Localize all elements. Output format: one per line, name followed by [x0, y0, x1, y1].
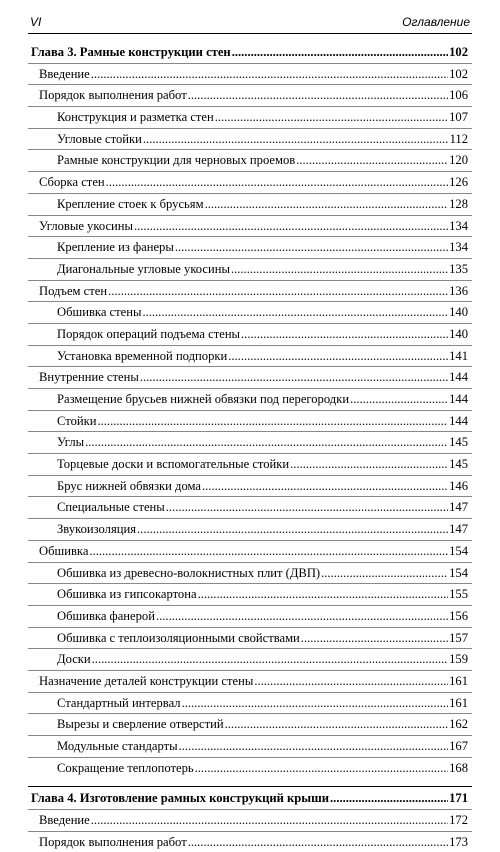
toc-leader-dots	[137, 519, 448, 540]
toc-leader-dots	[140, 367, 448, 388]
toc-entry-title: Глава 3. Рамные конструкции стен	[31, 45, 231, 59]
toc-entry-page: 159	[449, 652, 468, 667]
toc-section[interactable]	[28, 84, 472, 106]
toc-entry-page: 167	[449, 739, 468, 753]
toc-entry-page: 146	[449, 478, 468, 493]
toc-entry-page: 134	[449, 218, 468, 233]
toc-subsection[interactable]	[28, 258, 472, 280]
toc-leader-dots	[182, 693, 449, 714]
toc-subsection[interactable]	[28, 627, 472, 649]
toc-entry-title: Порядок операций подъема стены	[57, 326, 241, 341]
toc-subsection[interactable]	[28, 735, 472, 757]
toc-subsection[interactable]	[28, 323, 472, 345]
toc-entry-title: Обшивка с теплоизоляционными свойствами	[57, 630, 300, 645]
toc-entry-title: Угловые укосины	[39, 218, 133, 233]
toc-section[interactable]	[28, 280, 472, 302]
toc-entry-page: 157	[449, 630, 468, 645]
toc-entry-title: Угловые стойки	[57, 131, 142, 146]
toc-entry-page: 134	[449, 240, 468, 255]
toc-entry-title: Брус нижней обвязки дома	[57, 478, 201, 493]
toc-subsection[interactable]	[28, 106, 472, 128]
toc-entry-title: Подъем стен	[39, 283, 108, 298]
toc-section[interactable]	[28, 366, 472, 388]
toc-entry-page: 128	[449, 196, 468, 211]
toc-leader-dots	[188, 832, 448, 852]
toc-entry-title: Диагональные угловые укосины	[57, 261, 230, 276]
toc-chapter[interactable]	[28, 42, 472, 63]
toc-entry-page: 168	[449, 760, 468, 775]
toc-entry-page: 161	[449, 695, 468, 710]
toc-entry-page: 154	[449, 565, 468, 580]
toc-leader-dots	[350, 389, 448, 410]
toc-subsection[interactable]	[28, 475, 472, 497]
toc-entry-page: 107	[449, 110, 468, 125]
toc-subsection[interactable]	[28, 562, 472, 584]
toc-entry-page: 162	[449, 717, 468, 732]
toc-entry-page: 147	[449, 522, 468, 537]
toc-subsection[interactable]	[28, 345, 472, 367]
toc-entry-page: 141	[449, 348, 468, 363]
toc-leader-dots	[156, 606, 448, 627]
toc-entry-title: Размещение брусьев нижней обвязки под перегородки	[57, 392, 350, 406]
toc-entry-page: 173	[449, 834, 468, 849]
toc-section[interactable]	[28, 670, 472, 692]
toc-entry-page: 156	[449, 608, 468, 623]
toc-entry-page: 120	[449, 153, 468, 168]
toc-entry-title: Глава 4. Изготовление рамных конструкций крыши	[31, 791, 330, 806]
toc-entry-title: Порядок выполнения работ	[39, 834, 187, 849]
toc-leader-dots	[205, 194, 449, 215]
toc-entry-title: Обшивка	[39, 543, 89, 558]
toc-entry-page: 112	[449, 131, 468, 146]
toc-entry-page: 144	[449, 370, 468, 385]
toc-entry-page: 171	[449, 791, 468, 806]
toc-leader-dots	[179, 736, 449, 757]
toc-subsection[interactable]	[28, 301, 472, 323]
toc-leader-dots	[330, 788, 448, 809]
toc-entry-title: Крепление стоек к брусьям	[57, 196, 204, 211]
table-of-contents	[28, 42, 472, 852]
toc-leader-dots	[228, 346, 448, 367]
toc-entry-page: 145	[449, 435, 468, 450]
toc-section[interactable]	[28, 215, 472, 237]
toc-entry-page: 140	[449, 326, 468, 341]
toc-entry-page: 136	[449, 283, 468, 298]
toc-entry-title: Обшивка фанерой	[57, 608, 155, 623]
toc-entry-title: Обшивка стены	[57, 305, 142, 320]
toc-subsection[interactable]	[28, 648, 472, 670]
toc-leader-dots	[195, 758, 448, 779]
toc-entry-page: 172	[449, 813, 468, 828]
toc-subsection[interactable]	[28, 236, 472, 258]
toc-leader-dots	[188, 85, 448, 106]
toc-section[interactable]	[28, 63, 472, 85]
toc-subsection[interactable]	[28, 757, 472, 779]
toc-entry-title: Конструкция и разметка стен	[57, 110, 214, 125]
toc-section[interactable]	[28, 540, 472, 562]
toc-entry-title: Торцевые доски и вспомогательные стойки	[57, 457, 290, 472]
toc-entry-title: Рамные конструкции для черновых проемов	[57, 153, 296, 168]
toc-entry-title: Доски	[57, 652, 91, 667]
toc-leader-dots	[85, 432, 448, 453]
toc-entry-page: 102	[449, 66, 468, 81]
toc-leader-dots	[91, 810, 448, 831]
toc-entry-title: Углы	[57, 435, 85, 450]
toc-subsection[interactable]	[28, 431, 472, 453]
toc-entry-page: 102	[449, 45, 468, 59]
toc-leader-dots	[91, 64, 448, 85]
toc-leader-dots	[254, 671, 448, 692]
toc-leader-dots	[231, 259, 448, 280]
toc-entry-page: 135	[449, 261, 468, 276]
header-page-number: VI	[30, 15, 42, 29]
toc-leader-dots	[321, 563, 448, 584]
toc-entry-page: 147	[449, 500, 468, 515]
toc-entry-page: 126	[449, 175, 468, 190]
toc-entry-title: Звукоизоляция	[57, 522, 137, 537]
toc-entry-page: 144	[449, 392, 468, 406]
toc-entry-title: Введение	[39, 66, 90, 81]
toc-subsection[interactable]	[28, 410, 472, 432]
toc-subsection[interactable]	[28, 496, 472, 518]
toc-entry-title: Стойки	[57, 413, 97, 428]
toc-entry-page: 155	[449, 587, 468, 602]
toc-leader-dots	[290, 454, 448, 475]
toc-entry-page: 140	[449, 305, 468, 320]
toc-leader-dots	[89, 541, 448, 562]
toc-leader-dots	[108, 281, 448, 302]
toc-entry-title: Назначение деталей конструкции стены	[39, 673, 254, 688]
toc-entry-title: Порядок выполнения работ	[39, 88, 187, 103]
toc-leader-dots	[296, 150, 448, 171]
toc-entry-title: Сокращение теплопотерь	[57, 760, 194, 775]
toc-leader-dots	[215, 107, 448, 128]
toc-leader-dots	[225, 714, 448, 735]
toc-entry-title: Крепление из фанеры	[57, 240, 174, 255]
toc-leader-dots	[232, 42, 448, 63]
toc-entry-title: Вырезы и сверление отверстий	[57, 717, 224, 732]
toc-entry-page: 161	[449, 673, 468, 688]
toc-entry-title: Установка временной подпорки	[57, 348, 228, 363]
toc-leader-dots	[301, 628, 448, 649]
toc-subsection[interactable]	[28, 692, 472, 714]
toc-leader-dots	[198, 584, 449, 605]
toc-subsection[interactable]	[28, 605, 472, 627]
toc-entry-page: 106	[449, 88, 468, 103]
toc-subsection[interactable]	[28, 518, 472, 540]
toc-subsection[interactable]	[28, 388, 472, 410]
toc-section[interactable]	[28, 831, 472, 852]
toc-entry-title: Сборка стен	[39, 175, 105, 190]
toc-leader-dots	[106, 172, 448, 193]
toc-entry-title: Модульные стандарты	[57, 739, 178, 753]
toc-entry-title: Специальные стены	[57, 500, 165, 515]
toc-entry-title: Введение	[39, 813, 90, 828]
toc-subsection[interactable]	[28, 128, 472, 150]
toc-leader-dots	[142, 302, 448, 323]
toc-leader-dots	[143, 129, 449, 150]
toc-entry-title: Внутренние стены	[39, 370, 139, 385]
toc-section[interactable]	[28, 809, 472, 831]
toc-subsection[interactable]	[28, 193, 472, 215]
toc-section[interactable]	[28, 171, 472, 193]
toc-entry-page: 144	[449, 413, 468, 428]
header-rule	[28, 33, 472, 34]
toc-leader-dots	[202, 476, 448, 497]
toc-leader-dots	[166, 497, 448, 518]
toc-leader-dots	[97, 411, 448, 432]
header-title: Оглавление	[402, 15, 470, 29]
toc-subsection[interactable]	[28, 453, 472, 475]
toc-subsection[interactable]	[28, 149, 472, 171]
toc-entry-page: 154	[449, 543, 468, 558]
toc-subsection[interactable]	[28, 583, 472, 605]
toc-entry-title: Стандартный интервал	[57, 695, 181, 710]
toc-leader-dots	[134, 216, 448, 237]
toc-leader-dots	[175, 237, 448, 258]
toc-entry-title: Обшивка из древесно-волокнистных плит (ДВП)	[57, 565, 321, 580]
toc-leader-dots	[92, 649, 448, 670]
toc-chapter[interactable]	[28, 786, 472, 809]
toc-leader-dots	[241, 324, 448, 345]
running-header	[28, 13, 472, 33]
toc-subsection[interactable]	[28, 713, 472, 735]
toc-entry-page: 145	[449, 457, 468, 472]
toc-entry-title: Обшивка из гипсокартона	[57, 587, 197, 602]
